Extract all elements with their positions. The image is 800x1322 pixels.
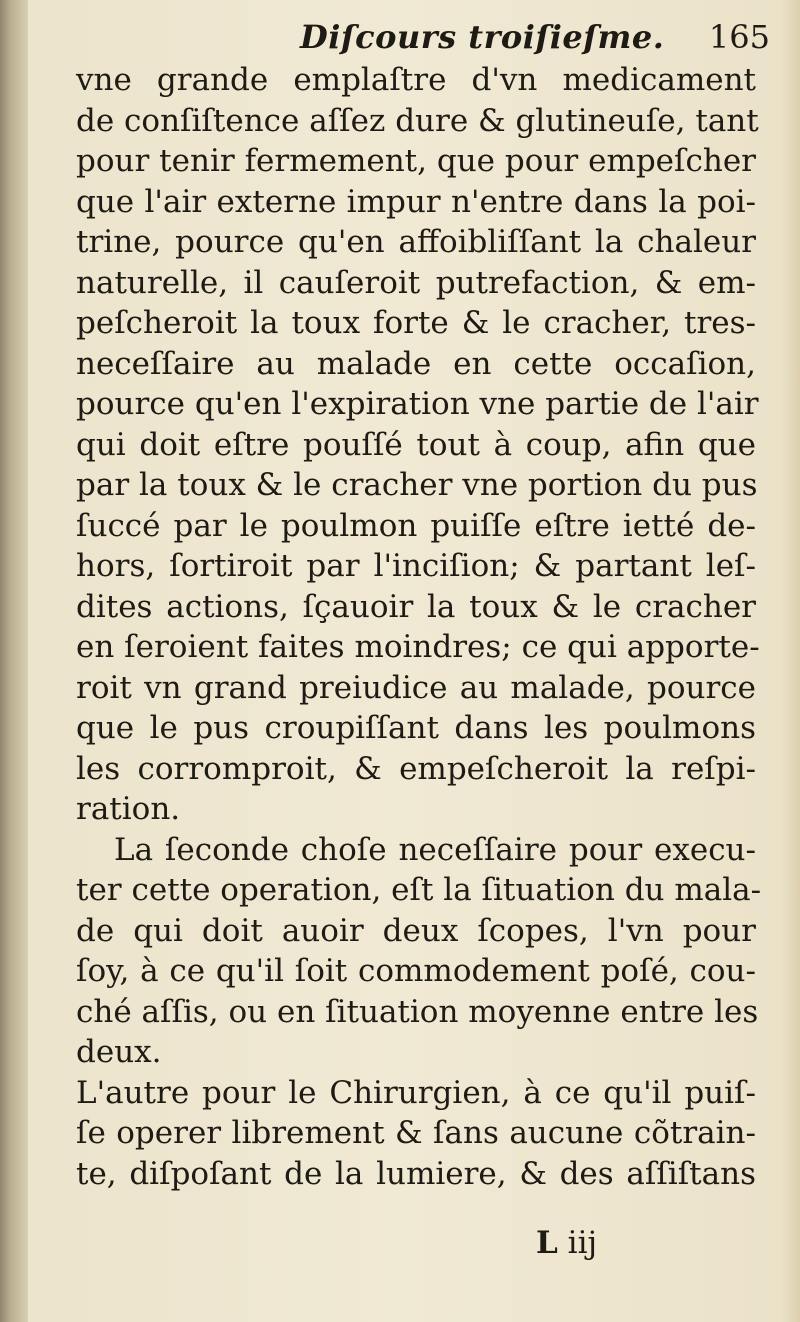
page-number: 165 (708, 18, 770, 56)
text-line: de qui doit auoir deux ſcopes, l'vn pour (76, 912, 756, 949)
text-line: de conſiſtence aſſez dure & glutineuſe, tant (76, 102, 759, 139)
text-line: ter cette operation, eſt la ſituation du mala- (76, 872, 762, 908)
body-text (76, 60, 762, 1194)
text-line: ration. (76, 791, 181, 827)
page-header (300, 14, 770, 60)
paragraph-start-line: L'autre pour le Chirurgien, à ce qu'il puiſ- (76, 1074, 756, 1111)
text-line: que l'air externe impur n'entre dans la poi- (76, 183, 756, 220)
text-line: naturelle, il cauſeroit putrefaction, & em- (76, 264, 756, 301)
page-gutter (0, 0, 28, 1322)
text-line: te, diſpoſant de la lumiere, & des aſſiſtans (76, 1155, 756, 1192)
text-line: les corromproit, & empeſcheroit la reſpi- (76, 750, 756, 787)
signature-letter: L (536, 1225, 558, 1261)
text-line: hors, ſortiroit par l'inciſion; & partant leſ- (76, 548, 756, 584)
text-line: deux. (76, 1034, 162, 1070)
text-line: neceſſaire au malade en cette occaſion, (76, 345, 756, 382)
text-line: roit vn grand preiudice au malade, pource (76, 669, 756, 706)
signature-mark (536, 1223, 597, 1263)
signature-number: iij (567, 1225, 598, 1261)
text-line: vne grande emplaſtre d'vn medicament (76, 62, 756, 98)
text-line: en ſeroient faites moindres; ce qui apporte- (76, 629, 760, 665)
text-line: peſcheroit la toux forte & le cracher, tres- (76, 305, 756, 341)
text-line: pource qu'en l'expiration vne partie de l'air (76, 386, 759, 422)
paragraph-start-line: La ſeconde choſe neceſſaire pour execu- (114, 831, 756, 868)
text-line: qui doit eſtre pouſſé tout à coup, afin que (76, 426, 756, 463)
text-line: ché aſſis, ou en ſituation moyenne entre les (76, 993, 759, 1030)
text-line: ſoy, à ce qu'il ſoit commodement poſé, cou- (76, 953, 756, 989)
text-line: trine, pource qu'en affoibliſſant la chaleur (76, 224, 756, 260)
text-line: par la toux & le cracher vne portion du pus (76, 467, 758, 503)
text-line: ſuccé par le poulmon puiſſe eſtre ietté de- (76, 507, 756, 544)
text-line: dites actions, ſçauoir la toux & le cracher (76, 588, 756, 625)
text-line: ſe operer librement & ſans aucune cõtrain- (76, 1115, 756, 1151)
text-line: pour tenir fermement, que pour empeſcher (76, 143, 756, 179)
running-title: Diſcours troiſieſme. (300, 18, 665, 56)
text-line: que le pus croupiſſant dans les poulmons (76, 710, 756, 746)
